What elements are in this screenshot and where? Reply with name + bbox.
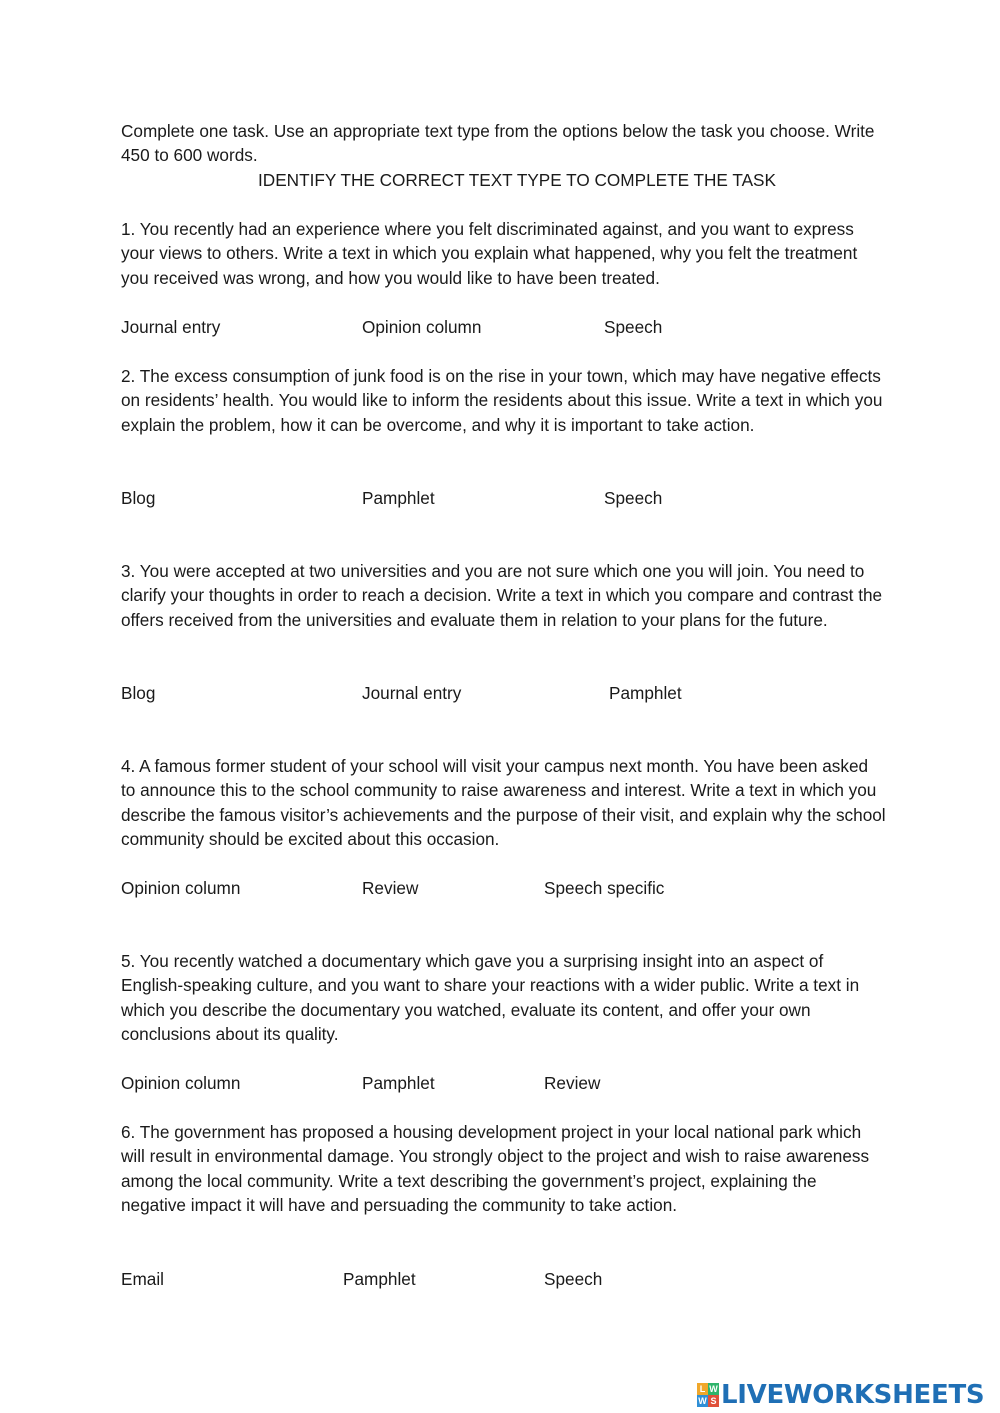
task-6-option-2[interactable]: Pamphlet (343, 1269, 416, 1289)
task-2-option-1[interactable]: Blog (121, 488, 156, 508)
instructions-heading: IDENTIFY THE CORRECT TEXT TYPE TO COMPLETE THE TASK (258, 170, 776, 190)
task-3-option-1[interactable]: Blog (121, 683, 156, 703)
task-4-text: 4. A famous former student of your school will visit your campus next month. You have been asked to announce this to the school community to raise awareness and interest. Write a text in which you describe the famous visitor’s achievements and the purpose of their visit, and explain why the school community should be excited about this occasion. (121, 756, 886, 850)
task-2-option-3[interactable]: Speech (604, 488, 663, 508)
task-1-option-1[interactable]: Journal entry (121, 317, 221, 337)
task-2-option-2[interactable]: Pamphlet (362, 488, 435, 508)
liveworksheets-logo-text: LIVEWORKSHEETS (721, 1380, 985, 1410)
task-1-option-2[interactable]: Opinion column (362, 317, 482, 337)
task-6-option-3[interactable]: Speech (544, 1269, 603, 1289)
task-5-text: 5. You recently watched a documentary which gave you a surprising insight into an aspect of English-speaking culture, and you want to share your reactions with a wider public. Write a text in which you describe the documentary you watched, evaluate its content, and offer your own conclusions about its quality. (121, 951, 860, 1045)
task-4-option-1[interactable]: Opinion column (121, 878, 241, 898)
task-5-option-3[interactable]: Review (544, 1073, 601, 1093)
task-6-option-1[interactable]: Email (121, 1269, 164, 1289)
task-3-option-2[interactable]: Journal entry (362, 683, 462, 703)
task-5-option-1[interactable]: Opinion column (121, 1073, 241, 1093)
task-4-option-2[interactable]: Review (362, 878, 419, 898)
task-5-option-2[interactable]: Pamphlet (362, 1073, 435, 1093)
instructions-text: Complete one task. Use an appropriate text type from the options below the task you choose. Write 450 to 600 words. (121, 121, 875, 166)
task-3-text: 3. You were accepted at two universities and you are not sure which one you will join. You need to clarify your thoughts in order to reach a decision. Write a text in which you compare and contrast the offers received from the universities and evaluate them in relation to your plans for the future. (121, 561, 883, 630)
task-4-option-3[interactable]: Speech specific (544, 878, 665, 898)
task-1-option-3[interactable]: Speech (604, 317, 663, 337)
task-6-text: 6. The government has proposed a housing development project in your local national park which will result in environmental damage. You strongly object to the project and wish to raise awareness among the local community. Write a text describing the government’s project, explaining the negative impact it will have and persuading the community to take action. (121, 1122, 870, 1216)
task-3-option-3[interactable]: Pamphlet (609, 683, 682, 703)
task-2-text: 2. The excess consumption of junk food is on the rise in your town, which may have negative effects on residents’ health. You would like to inform the residents about this issue. Write a text in which you explain the problem, how it can be overcome, and why it is important to take action. (121, 366, 883, 435)
task-1-text: 1. You recently had an experience where you felt discriminated against, and you want to express your views to others. Write a text in which you explain what happened, why you felt the treatment you received was wrong, and how you would like to have been treated. (121, 219, 858, 288)
liveworksheets-logo (697, 1378, 984, 1412)
liveworksheets-logo-icon: L W W S (698, 1384, 718, 1406)
